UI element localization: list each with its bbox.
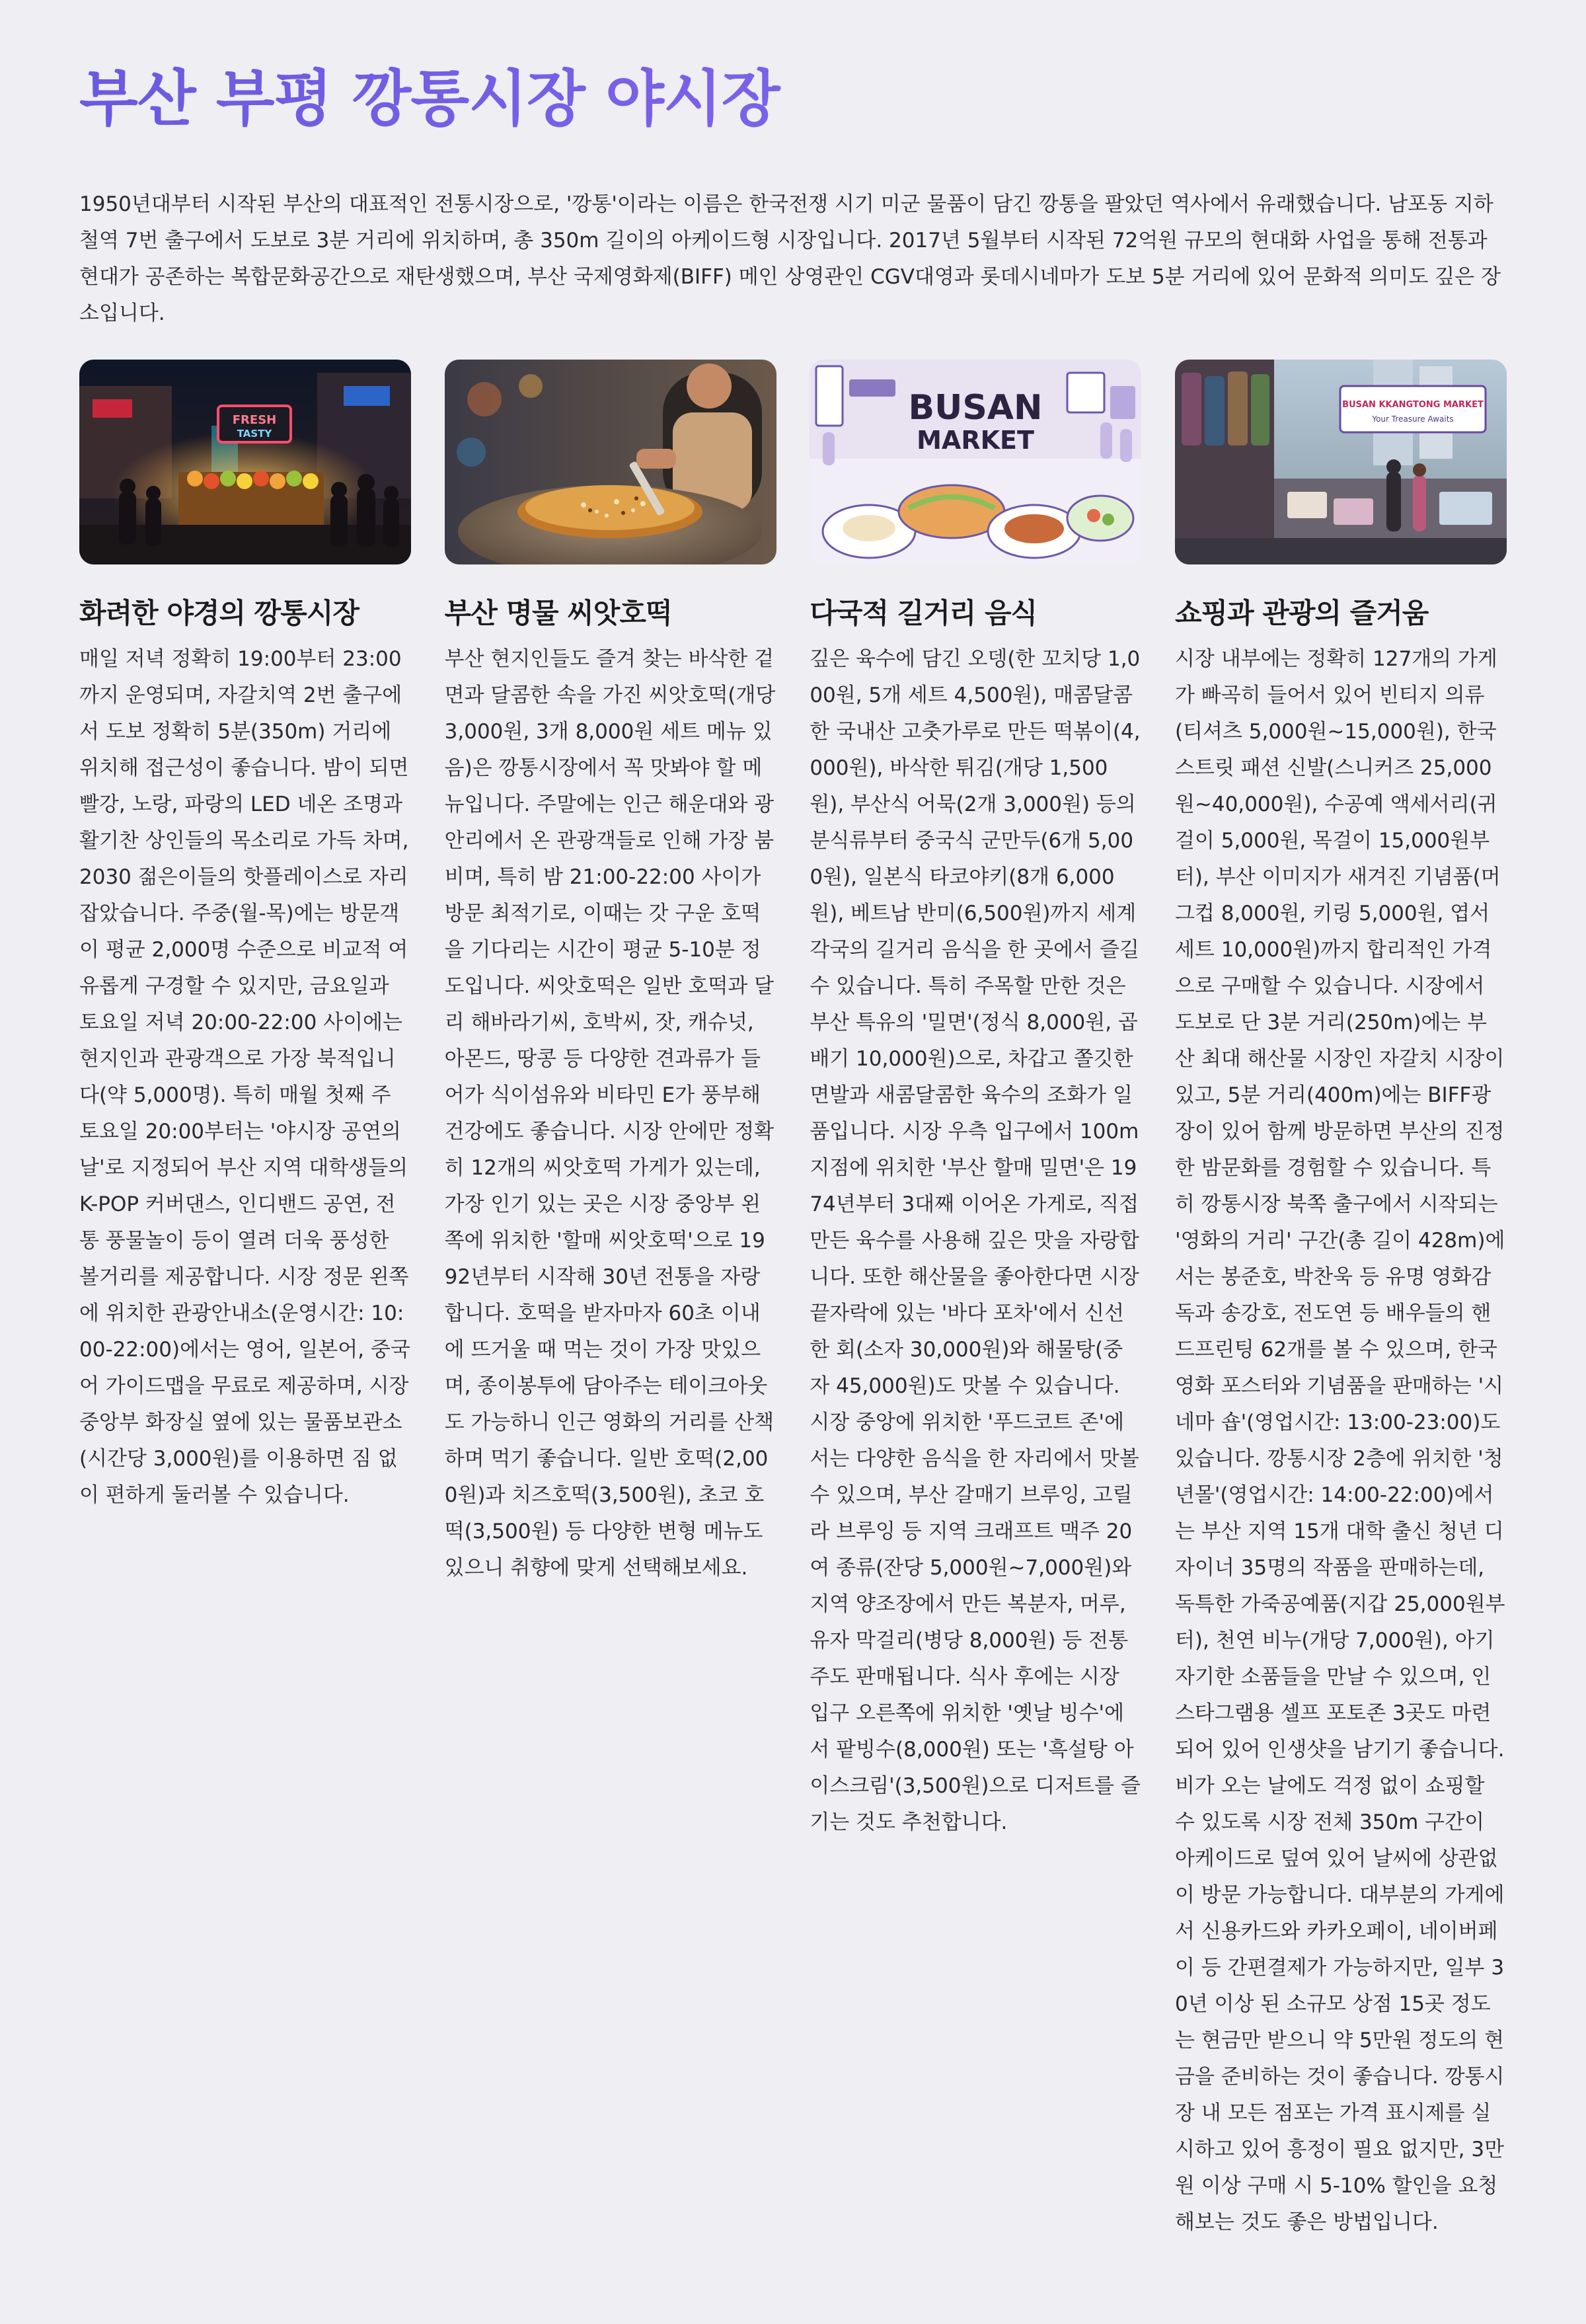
card-hotteok [445,360,776,2241]
tasty-neon-sign: TASTY [237,428,272,440]
hotteok-image [445,360,776,564]
card-body: 깊은 육수에 담긴 오뎅(한 꼬치당 1,000원, 5개 세트 4,500원), 매콤달콤한 국내산 고춧가루로 만든 떡볶이(4,000원), 바삭한 튀김(개당 1,500원), 부산식 어묵(2개 3,000원) 등의 분식류부터 중국식 군만두(6개 5,000원), 일본식 타코야키(8개 6,000원), 베트남 반미(6,500원)까지 세계 각국의 길거리 음식을 한 곳에서 즐길 수 있습니다. 특히 주목할 만한 것은 부산 특유의 '밀면'(정식 8,000원, 곱배기 10,000원)으로, 차갑고 쫄깃한 면발과 새콤달콤한 육수의 조화가 일품입니다. 시장 우측 입구에서 100m 지점에 위치한 '부산 할매 밀면'은 1974년부터 3대째 이어온 가게로, 직접 만든 육수를 사용해 깊은 맛을 자랑합니다. 또한 해산물을 좋아한다면 시장 끝자락에 있는 '바다 포차'에서 신선한 회(소자 30,000원)와 해물탕(중자 45,000원)도 맛볼 수 있습니다. 시장 중앙에 위치한 '푸드코트 존'에서는 다양한 음식을 한 자리에서 맛볼 수 있으며, 부산 갈매기 브루잉, 고릴라 브루잉 등 지역 크래프트 맥주 20여 종류(잔당 5,000원~7,000원)와 지역 양조장에서 만든 복분자, 머루, 유자 막걸리(병당 8,000원) 등 전통주도 판매됩니다. 식사 후에는 시장 입구 오른쪽에 위치한 '옛날 빙수'에서 팥빙수(8,000원) 또는 '흑설탕 아이스크림'(3,500원)으로 디저트를 즐기는 것도 추천합니다. [810,647,1141,1834]
hotteok-illustration [445,360,776,564]
card-body: 매일 저녁 정확히 19:00부터 23:00까지 운영되며, 자갈치역 2번 출구에서 도보 정확히 5분(350m) 거리에 위치해 접근성이 좋습니다. 밤이 되면 빨강, 노랑, 파랑의 LED 네온 조명과 활기찬 상인들의 목소리로 가득 차며, 2030 젊은이들의 핫플레이스로 자리잡았습니다. 주중(월-목)에는 방문객이 평균 2,000명 수준으로 비교적 여유롭게 구경할 수 있지만, 금요일과 토요일 저녁 20:00-22:00 사이에는 현지인과 관광객으로 가장 북적입니다(약 5,000명). 특히 매월 첫째 주 토요일 20:00부터는 '야시장 공연의 날'로 지정되어 부산 지역 대학생들의 K-POP 커버댄스, 인디밴드 공연, 전통 풍물놀이 등이 열려 더욱 풍성한 볼거리를 제공합니다. 시장 정문 왼쪽에 위치한 관광안내소(운영시간: 10:00-22:00)에서는 영어, 일본어, 중국어 가이드맵을 무료로 제공하며, 시장 중앙부 화장실 옆에 있는 물품보관소(시간당 3,000원)를 이용하면 짐 없이 편하게 둘러볼 수 있습니다. [79,647,410,1507]
market-banner-title: BUSAN KKANGTONG MARKET [1342,400,1484,410]
market-banner-subtitle: Your Treasure Awaits [1372,414,1454,424]
card-body: 시장 내부에는 정확히 127개의 가게가 빠곡히 들어서 있어 빈티지 의류(티셔츠 5,000원~15,000원), 한국 스트릿 패션 신발(스니커즈 25,000원~40,000원), 수공예 액세서리(귀걸이 5,000원, 목걸이 15,000원부터), 부산 이미지가 새겨진 기념품(머그컵 8,000원, 키링 5,000원, 엽서 세트 10,000원)까지 합리적인 가격으로 구매할 수 있습니다. 시장에서 도보로 단 3분 거리(250m)에는 부산 최대 해산물 시장인 자갈치 시장이 있고, 5분 거리(400m)에는 BIFF광장이 있어 함께 방문하면 부산의 진정한 밤문화를 경험할 수 있습니다. 특히 깡통시장 북쪽 출구에서 시작되는 '영화의 거리' 구간(총 길이 428m)에서는 봉준호, 박찬욱 등 유명 영화감독과 송강호, 전도연 등 배우들의 핸드프린팅 62개를 볼 수 있으며, 한국영화 포스터와 기념품을 판매하는 '시네마 숍'(영업시간: 13:00-23:00)도 있습니다. 깡통시장 2층에 위치한 '청년몰'(영업시간: 14:00-22:00)에서는 부산 지역 15개 대학 출신 청년 디자이너 35명의 작품을 판매하는데, 독특한 가죽공예품(지갑 25,000원부터), 천연 비누(개당 7,000원), 아기자기한 소품들을 만날 수 있으며, 인스타그램용 셀프 포토존 3곳도 마련되어 있어 인생샷을 남기기 좋습니다. 비가 오는 날에도 걱정 없이 쇼핑할 수 있도록 시장 전체 350m 구간이 아케이드로 덮여 있어 날씨에 상관없이 방문 가능합니다. 대부분의 가게에서 신용카드와 카카오페이, 네이버페이 등 간편결제가 가능하지만, 일부 30년 이상 된 소규모 상점 15곳 정도는 현금만 받으니 약 5만원 정도의 현금을 준비하는 것이 좋습니다. 깡통시장 내 모든 점포는 가격 표시제를 실시하고 있어 흥정이 필요 없지만, 3만원 이상 구매 시 5-10% 할인을 요청해보는 것도 좋은 방법입니다. [1174,647,1505,2234]
page-title: 부산 부평 깡통시장 야시장 [79,59,1507,139]
card-street-food [810,360,1141,2241]
card-title: 부산 명물 씨앗호떡 [444,597,672,629]
market-title-text: MARKET [917,426,1035,455]
card-title: 쇼핑과 관광의 즐거움 [1174,597,1429,629]
intro-paragraph: 1950년대부터 시작된 부산의 대표적인 전통시장으로, '깡통'이라는 이름은 한국전쟁 시기 미군 물품이 담긴 깡통을 팔았던 역사에서 유래했습니다. 남포동 지하철역 7번 출구에서 도보로 3분 거리에 위치하며, 총 350m 길이의 아케이드형 시장입니다. 2017년 5월부터 시작된 72억원 규모의 현대화 사업을 통해 전통과 현대가 공존하는 복합문화공간으로 재탄생했으며, 부산 국제영화제(BIFF) 메인 상영관인 CGV대영과 롯데시네마가 도보 5분 거리에 있어 문화적 의미도 깊은 장소입니다. [79,192,1501,325]
card-title: 화려한 야경의 깡통시장 [79,597,359,629]
card-body: 부산 현지인들도 즐겨 찾는 바삭한 겉면과 달콤한 속을 가진 씨앗호떡(개당 3,000원, 3개 8,000원 세트 메뉴 있음)은 깡통시장에서 꼭 맛봐야 할 메뉴입니다. 주말에는 인근 해운대와 광안리에서 온 관광객들로 인해 가장 붐비며, 특히 밤 21:00-22:00 사이가 방문 최적기로, 이때는 갓 구운 호떡을 기다리는 시간이 평균 5-10분 정도입니다. 씨앗호떡은 일반 호떡과 달리 해바라기씨, 호박씨, 잣, 캐슈넛, 아몬드, 땅콩 등 다양한 견과류가 들어가 식이섬유와 비타민 E가 풍부해 건강에도 좋습니다. 시장 안에만 정확히 12개의 씨앗호떡 가게가 있는데, 가장 인기 있는 곳은 시장 중앙부 왼쪽에 위치한 '할매 씨앗호떡'으로 1992년부터 시작해 30년 전통을 자랑합니다. 호떡을 받자마자 60초 이내에 뜨거울 때 먹는 것이 가장 맛있으며, 종이봉투에 담아주는 테이크아웃도 가능하니 인근 영화의 거리를 산책하며 먹기 좋습니다. 일반 호떡(2,000원)과 치즈호떡(3,500원), 초코 호떡(3,500원) 등 다양한 변형 메뉴도 있으니 취향에 맞게 선택해보세요. [444,647,776,1580]
shopping-street-illustration [1175,360,1507,564]
shopping-image [1175,360,1507,564]
busan-title-text: BUSAN [908,388,1043,428]
night-market-image [79,360,411,564]
card-columns [79,360,1507,2241]
busan-market-illustration [810,360,1141,564]
card-shopping [1175,360,1507,2241]
card-night-market [79,360,411,2241]
card-title: 다국적 길거리 음식 [810,597,1038,629]
night-market-illustration [79,360,411,564]
fresh-neon-sign: FRESH [232,413,277,427]
street-food-image [810,360,1141,564]
